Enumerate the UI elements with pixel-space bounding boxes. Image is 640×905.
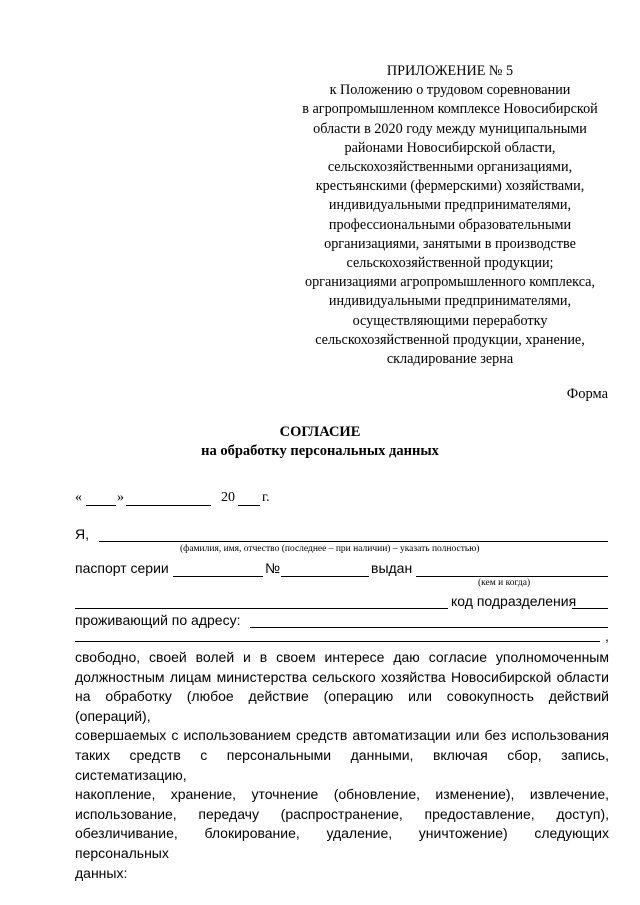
form-label: Форма	[566, 386, 608, 402]
appendix-line: сельскохозяйственной продукции;	[346, 255, 554, 272]
body-line: должностным лицам министерства сельского хозяйства Новосибирской области	[75, 668, 609, 685]
body-line: совершаемых с использованием средств автоматизации или без использования	[75, 727, 609, 744]
title-subtitle: на обработку персональных данных	[201, 443, 439, 459]
issued-by-continuation-field[interactable]	[75, 608, 448, 609]
appendix-line: сельскохозяйственными организациями,	[327, 159, 573, 176]
appendix-line: к Положению о трудовом соревновании	[329, 82, 571, 99]
body-line: накопление, хранение, уточнение (обновление, изменение), извлечение,	[75, 786, 609, 803]
appendix-line: складирование зерна	[386, 351, 514, 368]
appendix-line: организациями, занятыми в производстве	[324, 235, 576, 252]
date-day-field[interactable]	[86, 505, 116, 506]
issued-by-field[interactable]	[416, 576, 608, 577]
issued-hint: (кем и когда)	[478, 578, 531, 588]
appendix-line: индивидуальными предпринимателями,	[328, 293, 572, 310]
consent-body	[75, 648, 609, 883]
date-month-field[interactable]	[126, 505, 211, 506]
title-main: СОГЛАСИЕ	[279, 424, 361, 440]
appendix-line: организациями агропромышленного комплекса,	[304, 274, 596, 291]
appendix-line: области в 2020 году между муниципальными	[313, 120, 587, 137]
appendix-line: профессиональными образовательными	[328, 216, 572, 233]
appendix-line: районами Новосибирской области,	[344, 139, 556, 156]
appendix-line: ПРИЛОЖЕНИЕ № 5	[386, 63, 514, 79]
passport-label: паспорт серии	[75, 560, 169, 576]
address-field[interactable]	[250, 627, 608, 628]
date-year-suffix: г.	[262, 490, 270, 505]
body-line: обезличивание, блокирование, удаление, уничтожение) следующих персональных	[75, 825, 609, 861]
document-title	[0, 423, 640, 461]
date-year-field[interactable]	[238, 505, 260, 506]
body-line: использование, передачу (распространение, предоставление, доступ),	[75, 805, 609, 822]
passport-number-field[interactable]	[281, 576, 369, 577]
appendix-line: крестьянскими (фермерскими) хозяйствами,	[315, 178, 585, 195]
number-label: №	[265, 560, 281, 576]
address-label: проживающий по адресу:	[75, 612, 241, 628]
appendix-line: сельскохозяйственной продукции, хранение,	[315, 331, 585, 348]
appendix-line: осуществляющими переработку	[352, 312, 548, 329]
ya-label: Я,	[75, 526, 89, 542]
date-year-prefix: 20	[221, 490, 235, 505]
passport-series-field[interactable]	[173, 576, 263, 577]
body-line: свободно, своей волей и в своем интересе даю согласие уполномоченным	[75, 649, 609, 665]
issued-label: выдан	[371, 560, 413, 576]
date-close-quote: »	[117, 490, 124, 505]
full-name-field[interactable]	[99, 541, 608, 542]
division-code-label: код подразделения	[451, 593, 577, 609]
name-hint: (фамилия, имя, отчество (последнее – при наличии) – указать полностью)	[180, 544, 480, 554]
address-comma: ,	[605, 628, 609, 644]
division-code-field[interactable]	[572, 608, 608, 609]
appendix-line: в агропромышленном комплексе Новосибирской	[302, 101, 598, 118]
appendix-block	[280, 62, 620, 369]
body-line: на обработку (любое действие (операцию или совокупность действий (операций),	[75, 688, 609, 724]
address-continuation-field[interactable]	[75, 641, 600, 642]
appendix-line: индивидуальными предпринимателями,	[328, 197, 572, 214]
date-open-quote: «	[75, 490, 82, 505]
body-line: таких средств с персональными данными, включая сбор, запись, систематизацию,	[75, 746, 609, 783]
body-line: данных:	[75, 864, 128, 881]
